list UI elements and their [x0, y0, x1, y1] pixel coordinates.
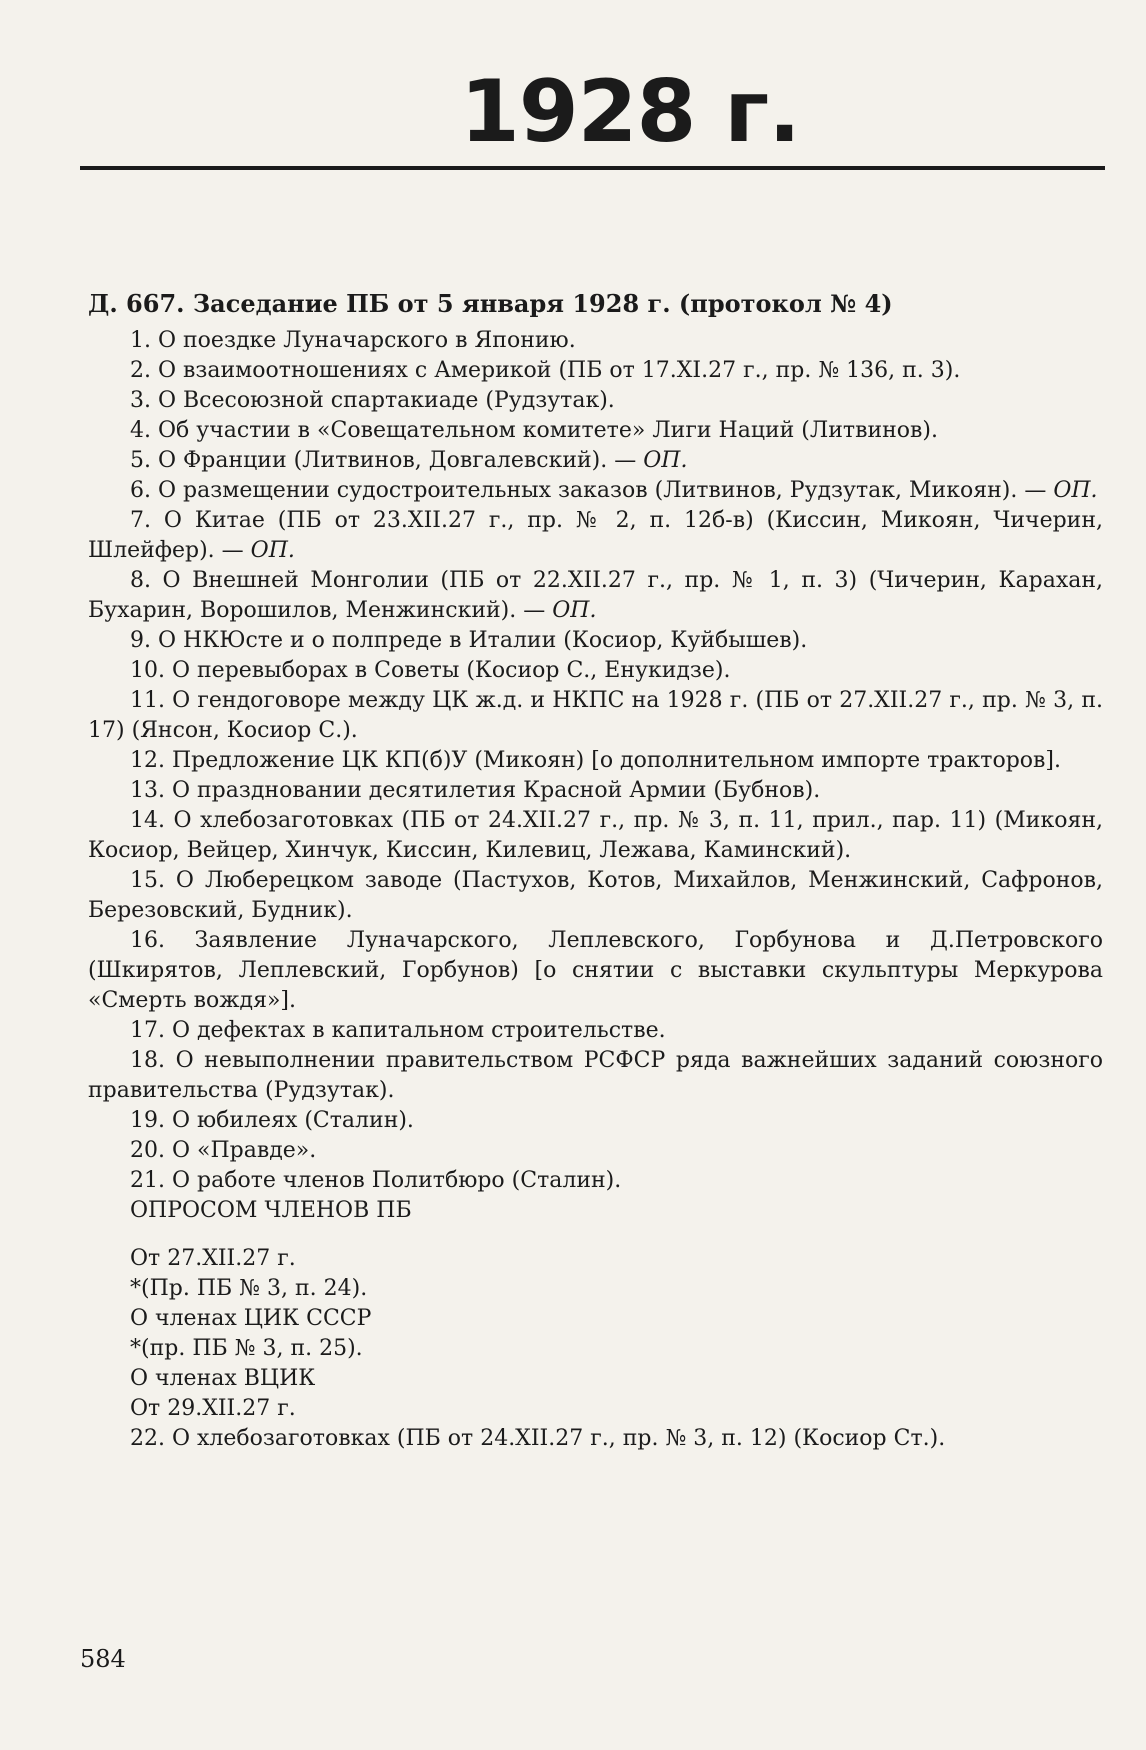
agenda-item-21: 21. О работе членов Политбюро (Сталин).	[130, 1168, 622, 1193]
agenda-item-9: 9. О НКЮсте и о полпреде в Италии (Косиор, Куйбышев).	[130, 628, 808, 653]
header-rule	[80, 166, 1105, 170]
agenda-item-1: 1. О поездке Луначарского в Японию.	[130, 328, 576, 353]
op-mark: ОП.	[643, 448, 688, 473]
agenda-item-12: 12. Предложение ЦК КП(б)У (Микоян) [о дополнительном импорте тракторов].	[130, 748, 1061, 773]
agenda-item-11: 11. О гендоговоре между ЦК ж.д. и НКПС на 1928 г. (ПБ от 27.XII.27 г., пр. № 3, п. 17) (Янсон, Косиор С.).	[88, 688, 1103, 743]
poll-line: От 27.XII.27 г.	[130, 1246, 296, 1271]
agenda-item-2: 2. О взаимоотношениях с Америкой (ПБ от 17.XI.27 г., пр. № 136, п. 3).	[130, 358, 961, 383]
op-mark: ОП.	[250, 538, 295, 563]
agenda-item-8: 8. О Внешней Монголии (ПБ от 22.XII.27 г., пр. № 1, п. 3) (Чичерин, Карахан, Бухарин, Ворошилов, Менжинский). — ОП.	[88, 568, 1103, 623]
poll-line: *(Пр. ПБ № 3, п. 24).	[130, 1276, 368, 1301]
document-title: Д. 667. Заседание ПБ от 5 января 1928 г. (протокол № 4)	[88, 289, 893, 318]
poll-heading: ОПРОСОМ ЧЛЕНОВ ПБ	[130, 1198, 412, 1223]
agenda-item-7: 7. О Китае (ПБ от 23.XII.27 г., пр. № 2, п. 12б-в) (Киссин, Микоян, Чичерин, Шлейфер). — ОП.	[88, 508, 1103, 563]
poll-line: От 29.XII.27 г.	[130, 1396, 296, 1421]
page-number: 584	[80, 1645, 126, 1673]
agenda-item-19: 19. О юбилеях (Сталин).	[130, 1108, 414, 1133]
document-body	[88, 288, 1103, 1454]
agenda-item-6: 6. О размещении судостроительных заказов (Литвинов, Рудзутак, Микоян). — ОП.	[130, 478, 1098, 503]
agenda-item-5: 5. О Франции (Литвинов, Довгалевский). — ОП.	[130, 448, 688, 473]
poll-line: *(пр. ПБ № 3, п. 25).	[130, 1336, 363, 1361]
agenda-item-15: 15. О Люберецком заводе (Пастухов, Котов, Михайлов, Менжинский, Сафронов, Березовский, Будник).	[88, 868, 1103, 923]
agenda-item-16: 16. Заявление Луначарского, Леплевского, Горбунова и Д.Петровского (Шкирятов, Леплевский, Горбунов) [о снятии с выставки скульптуры Меркурова «Смерть вождя»].	[88, 928, 1103, 1013]
page-year-header: 1928 г.	[460, 62, 800, 162]
agenda-item-18: 18. О невыполнении правительством РСФСР ряда важнейших заданий союзного правительства (Рудзутак).	[88, 1048, 1103, 1103]
agenda-item-4: 4. Об участии в «Совещательном комитете» Лиги Наций (Литвинов).	[130, 418, 938, 443]
agenda-item-17: 17. О дефектах в капитальном строительстве.	[130, 1018, 666, 1043]
agenda-item-3: 3. О Всесоюзной спартакиаде (Рудзутак).	[130, 388, 615, 413]
poll-line: О членах ЦИК СССР	[130, 1306, 372, 1331]
op-mark: ОП.	[1053, 478, 1098, 503]
op-mark: ОП.	[552, 598, 597, 623]
agenda-item-13: 13. О праздновании десятилетия Красной Армии (Бубнов).	[130, 778, 821, 803]
poll-line: О членах ВЦИК	[130, 1366, 316, 1391]
agenda-item-14: 14. О хлебозаготовках (ПБ от 24.XII.27 г., пр. № 3, п. 11, прил., пар. 11) (Микоян, Косиор, Вейцер, Хинчук, Киссин, Килевиц, Лежава, Каминский).	[88, 808, 1103, 863]
agenda-item-20: 20. О «Правде».	[130, 1138, 317, 1163]
agenda-item-10: 10. О перевыборах в Советы (Косиор С., Енукидзе).	[130, 658, 731, 683]
agenda-item-22: 22. О хлебозаготовках (ПБ от 24.XII.27 г., пр. № 3, п. 12) (Косиор Ст.).	[130, 1426, 946, 1451]
